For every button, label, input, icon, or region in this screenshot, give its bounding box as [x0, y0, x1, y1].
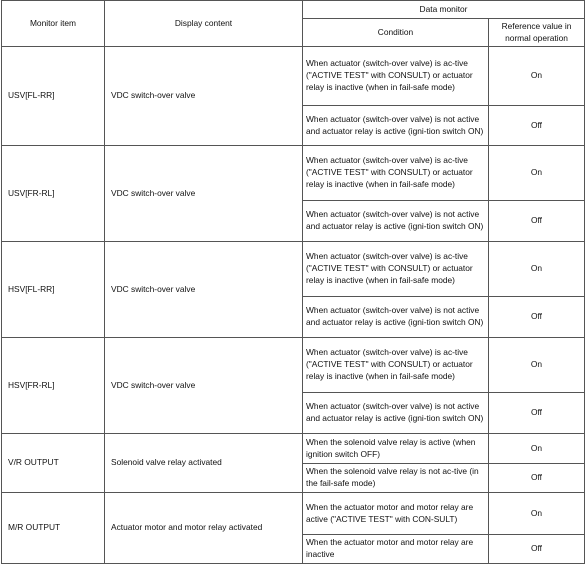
display-content-cell: VDC switch-over valve — [105, 146, 303, 242]
header-display-content: Display content — [105, 1, 303, 47]
condition-cell: When actuator (switch-over valve) is ac-tive ("ACTIVE TEST" with CONSULT) or actuator relay is inactive (when in fail-safe mode) — [303, 242, 489, 297]
reference-value-cell: On — [489, 338, 585, 393]
monitor-item-cell: M/R OUTPUT — [2, 493, 105, 564]
condition-cell: When the actuator motor and motor relay are inactive — [303, 535, 489, 564]
monitor-item-cell: HSV[FL-RR] — [2, 242, 105, 338]
header-monitor-item: Monitor item — [2, 1, 105, 47]
reference-value-cell: Off — [489, 201, 585, 242]
display-content-cell: VDC switch-over valve — [105, 47, 303, 146]
header-data-monitor: Data monitor — [303, 1, 585, 19]
reference-value-cell: Off — [489, 297, 585, 338]
data-monitor-table — [1, 0, 585, 564]
condition-cell: When actuator (switch-over valve) is not active and actuator relay is active (igni-tion switch ON) — [303, 201, 489, 242]
condition-cell: When actuator (switch-over valve) is not active and actuator relay is active (igni-tion switch ON) — [303, 297, 489, 338]
table-row — [2, 493, 585, 535]
monitor-item-cell: USV[FL-RR] — [2, 47, 105, 146]
condition-cell: When actuator (switch-over valve) is not active and actuator relay is active (igni-tion switch ON) — [303, 106, 489, 146]
condition-cell: When actuator (switch-over valve) is not active and actuator relay is active (igni-tion switch ON) — [303, 393, 489, 434]
condition-cell: When the solenoid valve relay is active (when ignition switch OFF) — [303, 434, 489, 464]
monitor-item-cell: HSV[FR-RL] — [2, 338, 105, 434]
display-content-cell: Actuator motor and motor relay activated — [105, 493, 303, 564]
table-row — [2, 146, 585, 201]
header-reference-value: Reference value in normal operation — [489, 19, 585, 47]
reference-value-cell: Off — [489, 106, 585, 146]
reference-value-cell: On — [489, 242, 585, 297]
table-body — [2, 47, 585, 564]
reference-value-cell: Off — [489, 535, 585, 564]
condition-cell: When the actuator motor and motor relay are active ("ACTIVE TEST" with CON-SULT) — [303, 493, 489, 535]
monitor-item-cell: USV[FR-RL] — [2, 146, 105, 242]
table-row — [2, 242, 585, 297]
reference-value-cell: On — [489, 146, 585, 201]
monitor-item-cell: V/R OUTPUT — [2, 434, 105, 493]
condition-cell: When actuator (switch-over valve) is ac-tive ("ACTIVE TEST" with CONSULT) or actuator relay is inactive (when in fail-safe mode) — [303, 47, 489, 106]
table-row — [2, 434, 585, 464]
table-row — [2, 338, 585, 393]
reference-value-cell: Off — [489, 464, 585, 493]
condition-cell: When actuator (switch-over valve) is ac-tive ("ACTIVE TEST" with CONSULT) or actuator relay is inactive (when in fail-safe mode) — [303, 338, 489, 393]
reference-value-cell: Off — [489, 393, 585, 434]
condition-cell: When the solenoid valve relay is not ac-tive (in the fail-safe mode) — [303, 464, 489, 493]
condition-cell: When actuator (switch-over valve) is ac-tive ("ACTIVE TEST" with CONSULT) or actuator relay is inactive (when in fail-safe mode) — [303, 146, 489, 201]
display-content-cell: VDC switch-over valve — [105, 338, 303, 434]
reference-value-cell: On — [489, 493, 585, 535]
reference-value-cell: On — [489, 47, 585, 106]
reference-value-cell: On — [489, 434, 585, 464]
header-condition: Condition — [303, 19, 489, 47]
display-content-cell: Solenoid valve relay activated — [105, 434, 303, 493]
display-content-cell: VDC switch-over valve — [105, 242, 303, 338]
table-row — [2, 47, 585, 106]
